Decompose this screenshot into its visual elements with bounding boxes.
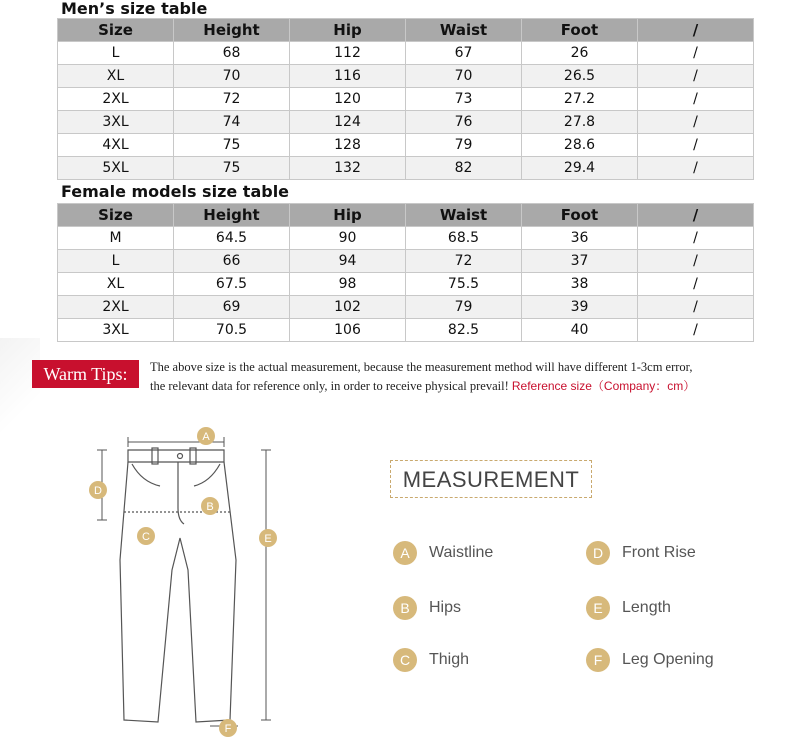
header-hip: Hip xyxy=(290,19,406,42)
fly-shape xyxy=(178,462,184,524)
table-cell: 116 xyxy=(290,65,406,88)
legend-item-waistline xyxy=(393,540,493,566)
letter-badge: B xyxy=(393,596,417,620)
table-cell: 39 xyxy=(522,296,638,319)
button-shape xyxy=(178,454,183,459)
diagram-letter-b: B xyxy=(206,501,214,513)
header-hip: Hip xyxy=(290,204,406,227)
diagram-letter-e: E xyxy=(264,533,272,545)
table-cell: 37 xyxy=(522,250,638,273)
table-cell: 40 xyxy=(522,319,638,342)
legend-label: Length xyxy=(622,599,671,616)
table-cell: 82.5 xyxy=(406,319,522,342)
table-cell: / xyxy=(638,65,754,88)
table-cell: 26 xyxy=(522,42,638,65)
header-slash: / xyxy=(638,204,754,227)
table-cell: 26.5 xyxy=(522,65,638,88)
table-row xyxy=(58,296,754,319)
table-cell: 3XL xyxy=(58,111,174,134)
table-cell: 106 xyxy=(290,319,406,342)
table-cell: 72 xyxy=(174,88,290,111)
header-waist: Waist xyxy=(406,204,522,227)
female-table-header-row xyxy=(58,204,754,227)
table-cell: 70 xyxy=(406,65,522,88)
table-cell: 82 xyxy=(406,157,522,180)
legend-item-length xyxy=(586,595,671,621)
legend-label: Front Rise xyxy=(622,544,696,561)
table-row xyxy=(58,134,754,157)
table-cell: 75 xyxy=(174,157,290,180)
men-size-table xyxy=(57,18,754,180)
warm-tips-text xyxy=(150,358,695,396)
table-cell: / xyxy=(638,134,754,157)
table-cell: 75 xyxy=(174,134,290,157)
table-cell: L xyxy=(58,250,174,273)
table-row xyxy=(58,227,754,250)
table-row xyxy=(58,111,754,134)
diagram-letter-a: A xyxy=(202,431,210,443)
female-size-table xyxy=(57,203,754,342)
table-cell: L xyxy=(58,42,174,65)
header-height: Height xyxy=(174,204,290,227)
header-foot: Foot xyxy=(522,204,638,227)
legend-label: Thigh xyxy=(429,651,470,668)
header-size: Size xyxy=(58,204,174,227)
letter-badge: C xyxy=(393,648,417,672)
tips-line-1: The above size is the actual measurement, because the measurement method will have different 1-3cm error, xyxy=(150,360,693,374)
table-cell: / xyxy=(638,227,754,250)
table-cell: 98 xyxy=(290,273,406,296)
table-cell: 2XL xyxy=(58,296,174,319)
diagram-letter-c: C xyxy=(142,531,150,543)
table-cell: 72 xyxy=(406,250,522,273)
letter-badge: D xyxy=(586,541,610,565)
table-cell: 68.5 xyxy=(406,227,522,250)
length-measure-line xyxy=(261,450,271,720)
table-cell: / xyxy=(638,88,754,111)
legend-item-thigh xyxy=(393,647,469,673)
table-cell: 73 xyxy=(406,88,522,111)
men-table-title: Men’s size table xyxy=(61,0,208,18)
legend-label: Leg Opening xyxy=(622,651,714,668)
table-cell: 67 xyxy=(406,42,522,65)
table-cell: / xyxy=(638,296,754,319)
table-cell: 76 xyxy=(406,111,522,134)
legend-label: Hips xyxy=(429,599,462,616)
table-cell: 29.4 xyxy=(522,157,638,180)
table-cell: 124 xyxy=(290,111,406,134)
table-cell: 67.5 xyxy=(174,273,290,296)
table-row xyxy=(58,273,754,296)
letter-badge: F xyxy=(586,648,610,672)
legend-item-leg-opening xyxy=(586,647,714,673)
header-size: Size xyxy=(58,19,174,42)
diagram-letter-f: F xyxy=(224,723,232,735)
table-cell: XL xyxy=(58,65,174,88)
table-cell: 27.2 xyxy=(522,88,638,111)
table-cell: 38 xyxy=(522,273,638,296)
table-cell: 79 xyxy=(406,134,522,157)
letter-badge: A xyxy=(393,541,417,565)
letter-badge: E xyxy=(586,596,610,620)
warm-tips-label: Warm Tips: xyxy=(32,360,139,388)
table-cell: 132 xyxy=(290,157,406,180)
table-cell: 69 xyxy=(174,296,290,319)
table-cell: M xyxy=(58,227,174,250)
table-row xyxy=(58,65,754,88)
table-cell: 70 xyxy=(174,65,290,88)
table-cell: / xyxy=(638,250,754,273)
table-cell: 102 xyxy=(290,296,406,319)
table-cell: 5XL xyxy=(58,157,174,180)
table-cell: 36 xyxy=(522,227,638,250)
diagram-letter-d: D xyxy=(94,485,102,497)
table-cell: 90 xyxy=(290,227,406,250)
header-slash: / xyxy=(638,19,754,42)
table-cell: / xyxy=(638,42,754,65)
female-table-title: Female models size table xyxy=(61,182,290,201)
table-row xyxy=(58,250,754,273)
table-cell: 128 xyxy=(290,134,406,157)
pocket-shape xyxy=(194,464,220,486)
table-cell: 2XL xyxy=(58,88,174,111)
background-shade xyxy=(0,338,40,438)
table-cell: / xyxy=(638,111,754,134)
table-row xyxy=(58,319,754,342)
tips-line-2-text: the relevant data for reference only, in order to receive physical prevail! xyxy=(150,379,509,393)
reference-size-note: Reference size（Company：cm） xyxy=(511,379,696,393)
legend-item-hips xyxy=(393,595,461,621)
pocket-shape xyxy=(132,464,160,486)
table-cell: 70.5 xyxy=(174,319,290,342)
table-cell: 28.6 xyxy=(522,134,638,157)
table-cell: 3XL xyxy=(58,319,174,342)
table-cell: XL xyxy=(58,273,174,296)
header-waist: Waist xyxy=(406,19,522,42)
table-cell: 79 xyxy=(406,296,522,319)
table-row xyxy=(58,157,754,180)
table-cell: 94 xyxy=(290,250,406,273)
table-cell: 66 xyxy=(174,250,290,273)
header-foot: Foot xyxy=(522,19,638,42)
table-cell: / xyxy=(638,157,754,180)
table-cell: 27.8 xyxy=(522,111,638,134)
header-height: Height xyxy=(174,19,290,42)
table-cell: 74 xyxy=(174,111,290,134)
table-cell: 68 xyxy=(174,42,290,65)
table-cell: / xyxy=(638,319,754,342)
table-cell: 112 xyxy=(290,42,406,65)
pants-diagram xyxy=(80,420,300,740)
table-cell: / xyxy=(638,273,754,296)
table-cell: 75.5 xyxy=(406,273,522,296)
legend-item-front-rise xyxy=(586,540,696,566)
waistband-shape xyxy=(128,450,224,462)
tips-line-2 xyxy=(150,377,695,396)
table-row xyxy=(58,42,754,65)
legend-label: Waistline xyxy=(429,544,494,561)
men-table-header-row xyxy=(58,19,754,42)
table-row xyxy=(58,88,754,111)
table-cell: 64.5 xyxy=(174,227,290,250)
table-cell: 120 xyxy=(290,88,406,111)
measurement-title: MEASUREMENT xyxy=(390,460,592,498)
table-cell: 4XL xyxy=(58,134,174,157)
